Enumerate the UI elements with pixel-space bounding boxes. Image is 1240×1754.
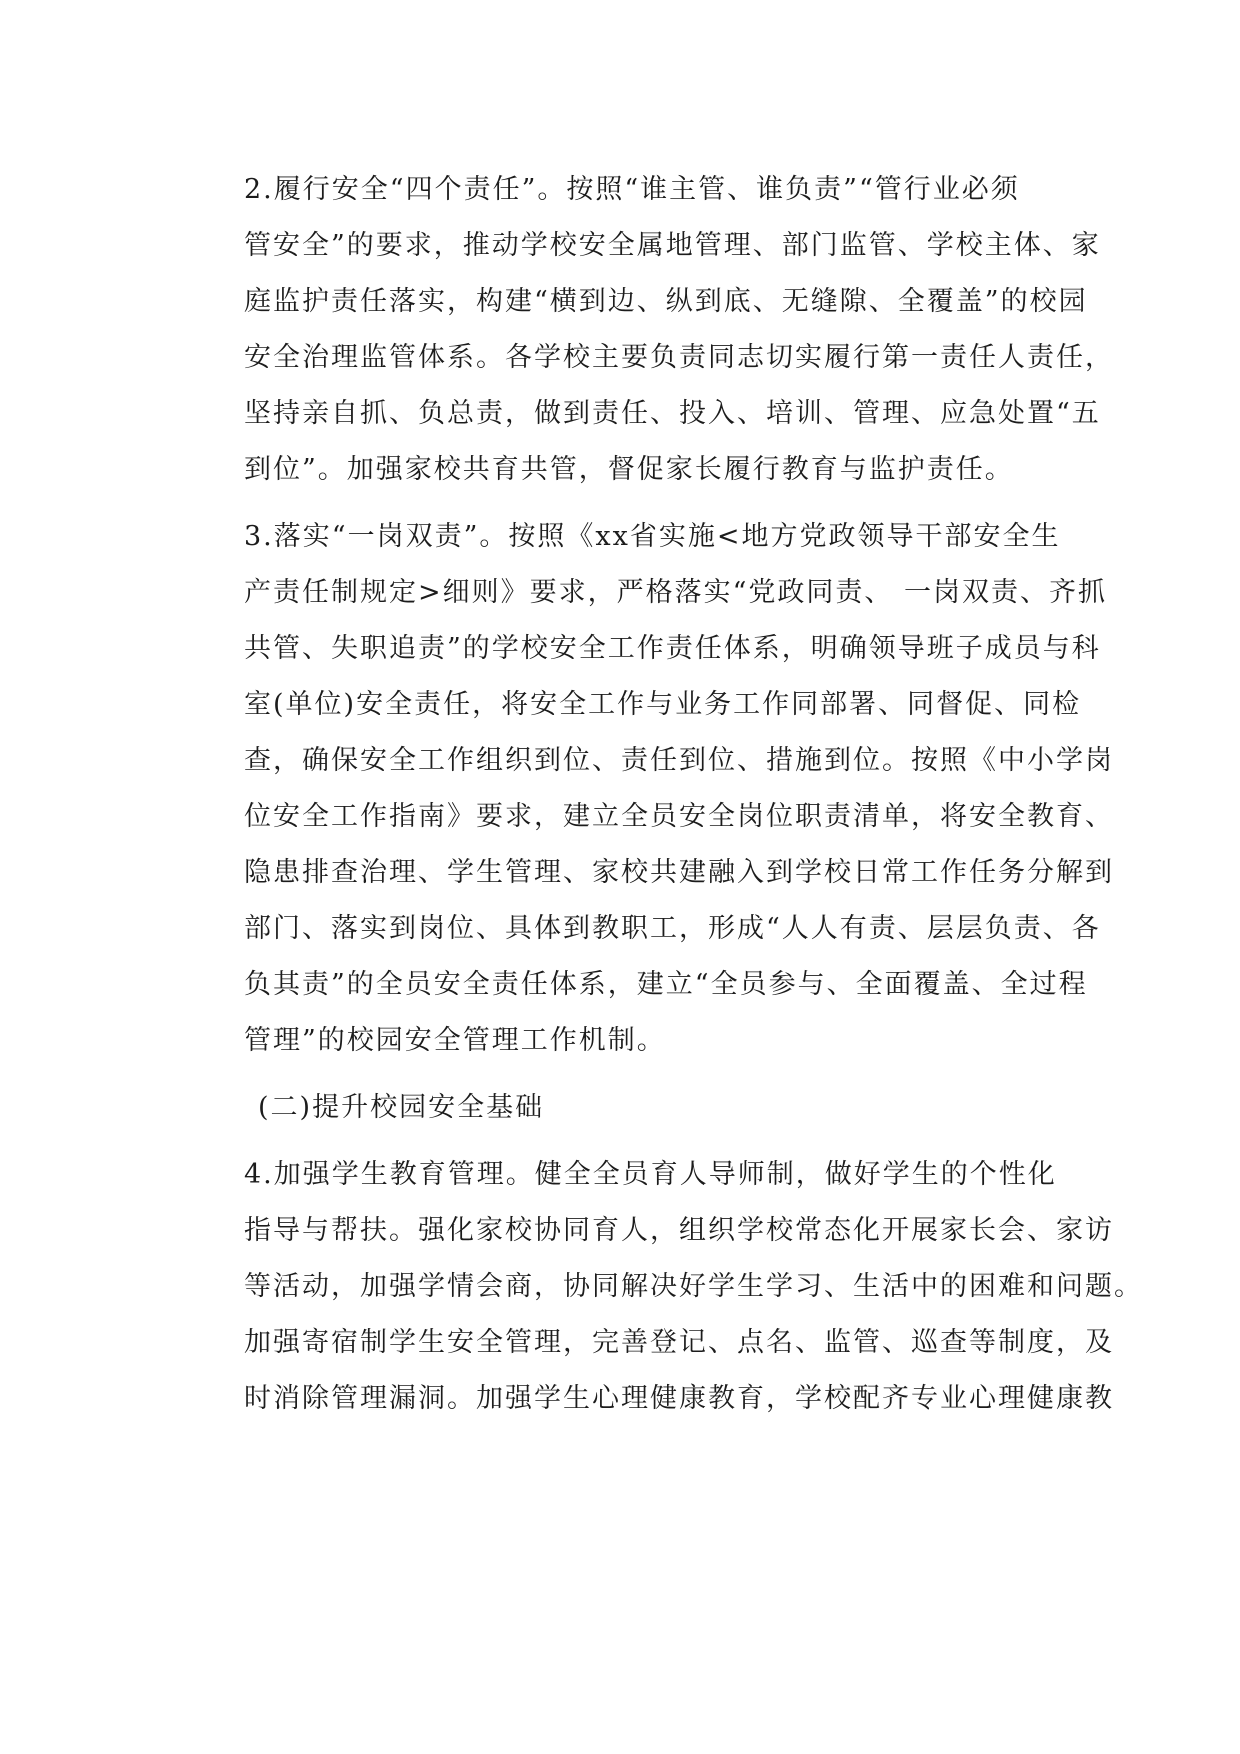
text-line: 指导与帮扶。强化家校协同育人，组织学校常态化开展家长会、家访: [244, 1215, 1114, 1246]
text-line: 产责任制规定>细则》要求，严格落实“党政同责、 一岗双责、齐抓: [244, 577, 1108, 608]
text-line: 共管、失职追责”的学校安全工作责任体系，明确领导班子成员与科: [244, 633, 1101, 664]
text-line: 2.履行安全“四个责任”。按照“谁主管、谁负责”“管行业必须: [244, 174, 1020, 205]
text-line: 等活动，加强学情会商，协同解决好学生学习、生活中的困难和问题。: [244, 1271, 1143, 1302]
text-line: 部门、落实到岗位、具体到教职工，形成“人人有责、层层负责、各: [244, 913, 1101, 944]
paragraph-2: [190, 162, 1114, 498]
text-line: 负其责”的全员安全责任体系，建立“全员参与、全面覆盖、全过程: [244, 969, 1088, 1000]
text-line: 加强寄宿制学生安全管理，完善登记、点名、监管、巡查等制度，及: [244, 1327, 1114, 1358]
text-line: 时消除管理漏洞。加强学生心理健康教育，学校配齐专业心理健康教: [244, 1383, 1114, 1414]
text-line: 3.落实“一岗双责”。按照《xx省实施<地方党政领导干部安全生: [244, 521, 1061, 552]
text-line: 安全治理监管体系。各学校主要负责同志切实履行第一责任人责任，: [244, 342, 1114, 373]
text-line: 庭监护责任落实，构建“横到边、纵到底、无缝隙、全覆盖”的校园: [244, 286, 1088, 317]
text-line: 管安全”的要求，推动学校安全属地管理、部门监管、学校主体、家: [244, 230, 1101, 261]
text-line: 坚持亲自抓、负总责，做到责任、投入、培训、管理、应急处置“五: [244, 398, 1101, 429]
text-line: 隐患排查治理、学生管理、家校共建融入到学校日常工作任务分解到: [244, 857, 1114, 888]
paragraph-3: [190, 509, 1114, 1069]
paragraph-4: [190, 1147, 1143, 1427]
document-body: [190, 162, 1143, 1438]
text-line: 到位”。加强家校共育共管，督促家长履行教育与监护责任。: [244, 454, 1014, 485]
section-heading: (二)提升校园安全基础: [258, 1092, 545, 1123]
text-line: 位安全工作指南》要求，建立全员安全岗位职责清单，将安全教育、: [244, 801, 1114, 832]
text-line: 查，确保安全工作组织到位、责任到位、措施到位。按照《中小学岗: [244, 745, 1114, 776]
text-line: 室(单位)安全责任，将安全工作与业务工作同部署、同督促、同检: [244, 689, 1082, 720]
text-line: 4.加强学生教育管理。健全全员育人导师制，做好学生的个性化: [244, 1159, 1057, 1190]
text-line: 管理”的校园安全管理工作机制。: [244, 1025, 666, 1056]
